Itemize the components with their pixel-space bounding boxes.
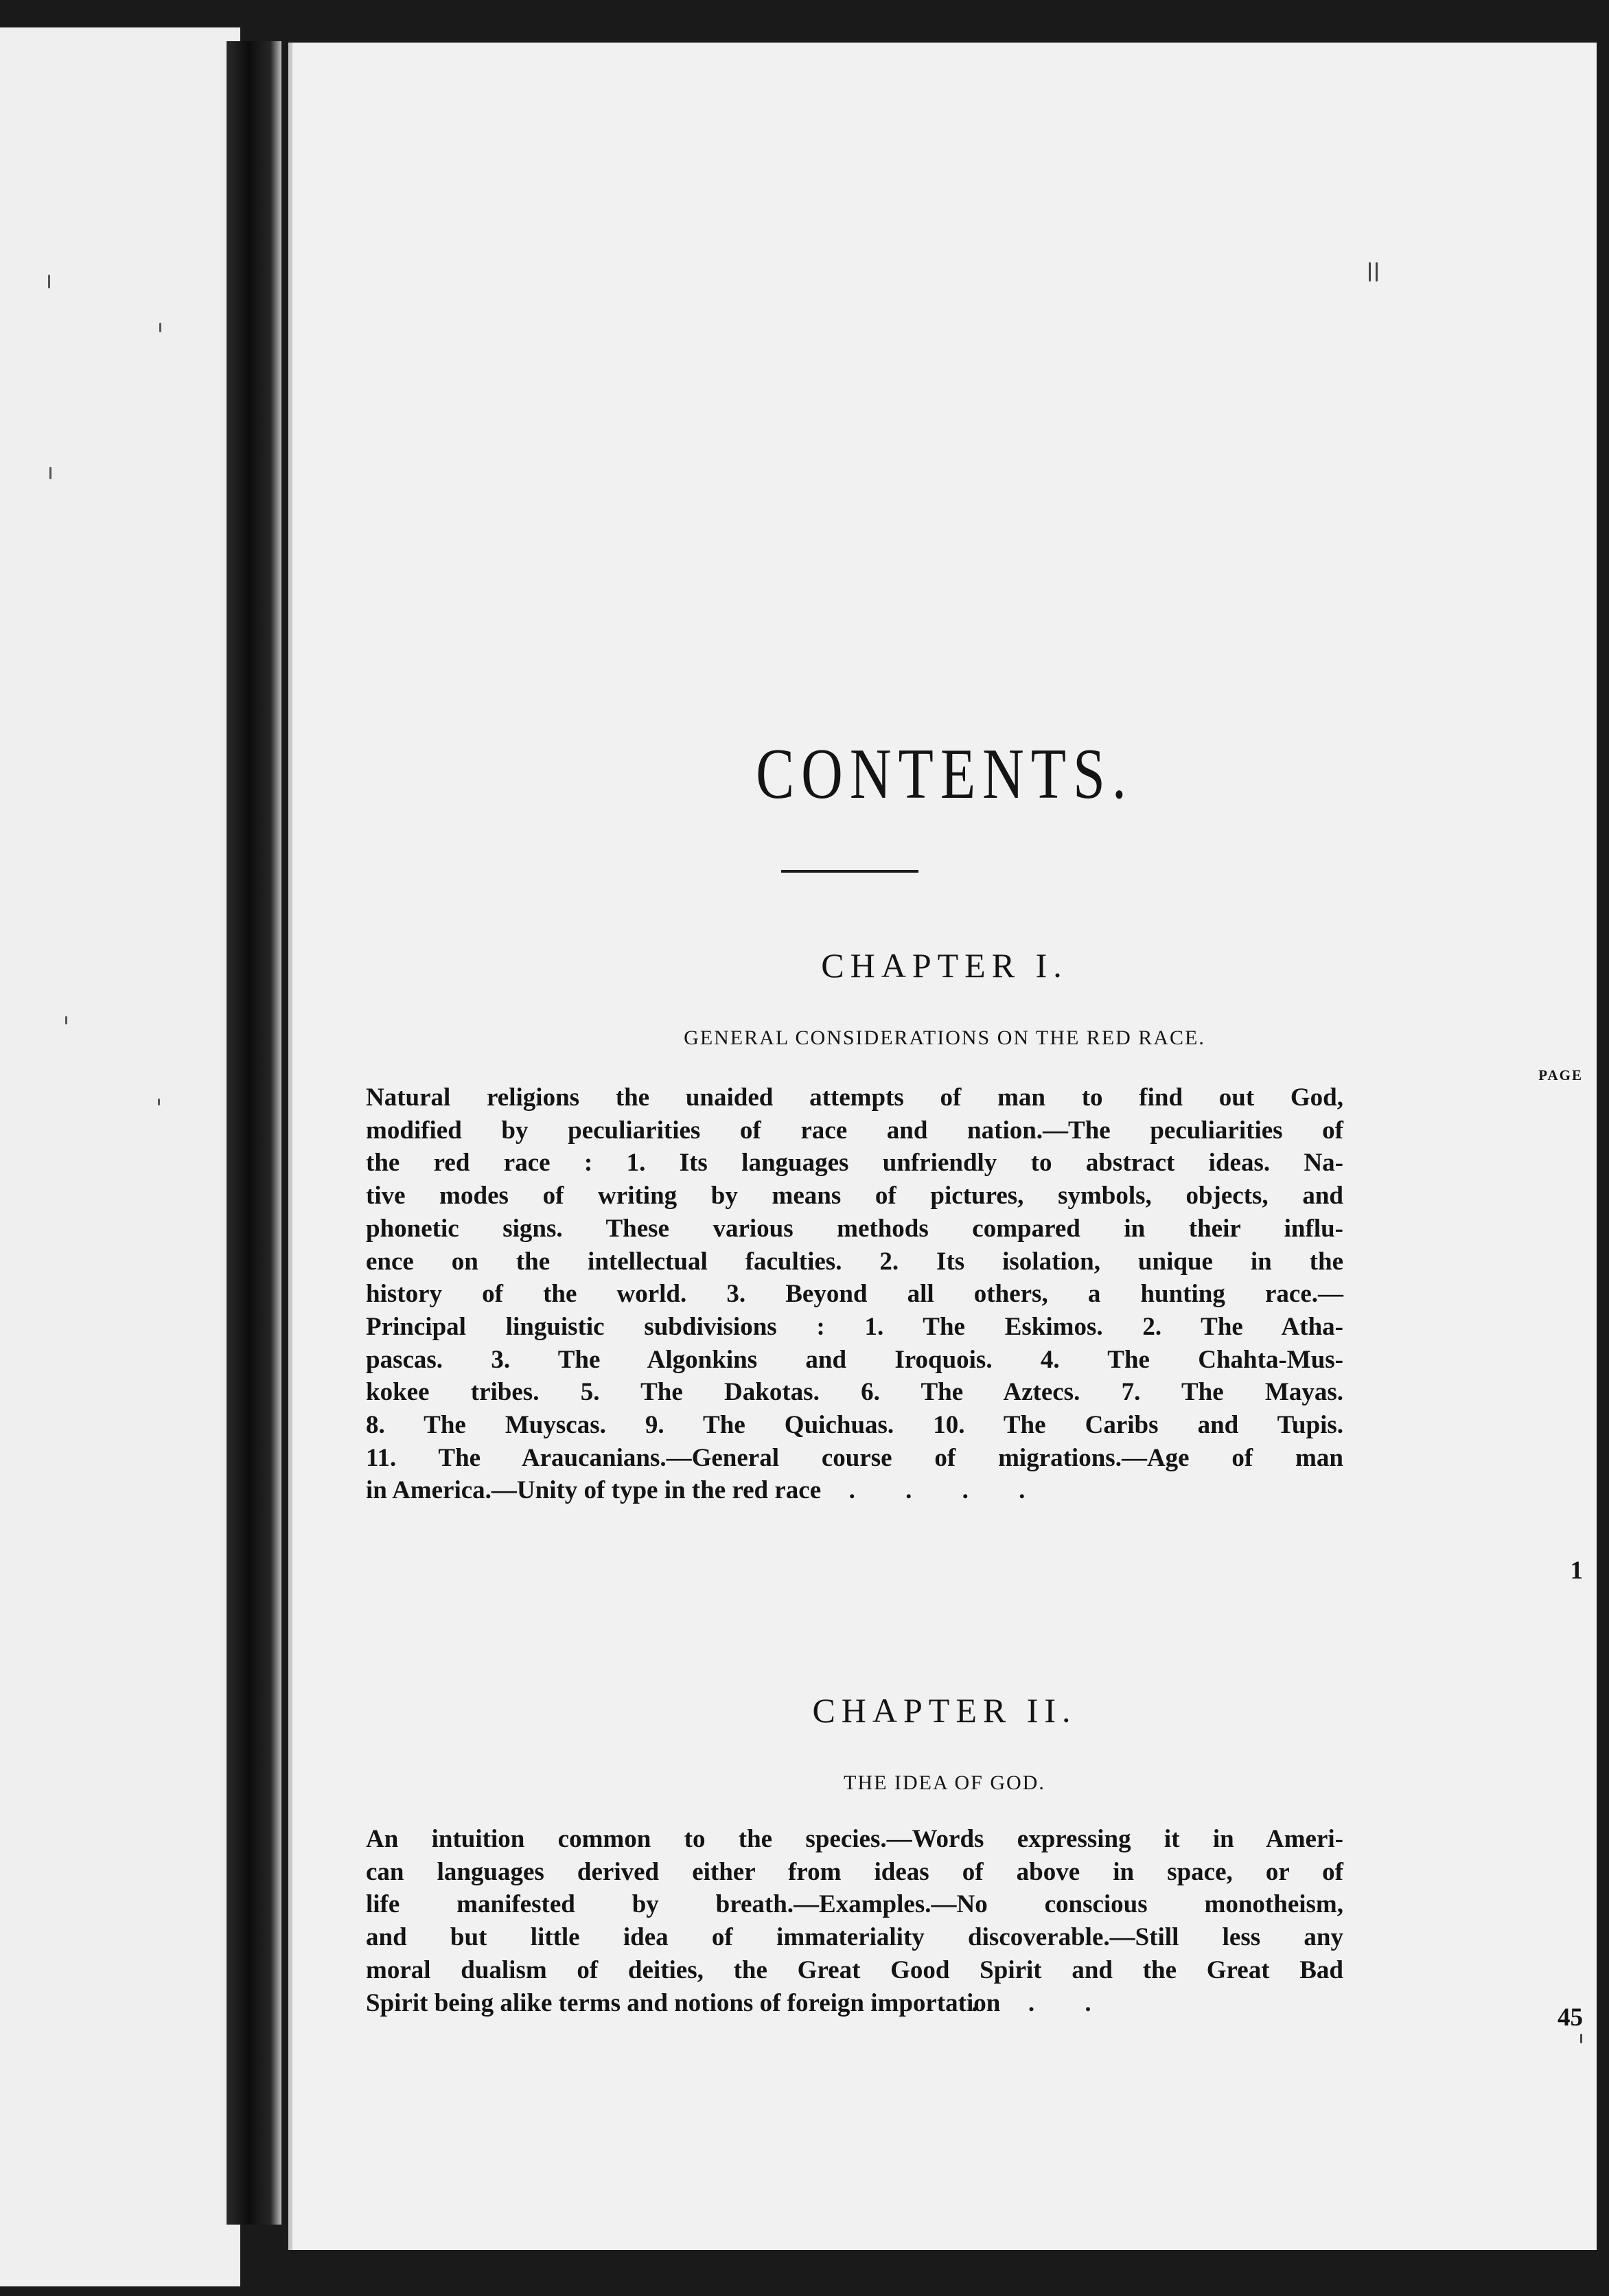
summary-last-line bbox=[366, 1987, 1343, 2020]
summary-line: Spirit being alike terms and notions of foreign importation bbox=[366, 1988, 1001, 2017]
summary-line: ence on the intellectual faculties. 2. Its isolation, unique in the bbox=[366, 1247, 1343, 1276]
chapter-1-summary bbox=[366, 1081, 1343, 1507]
summary-line: modified by peculiarities of race and nation.—The peculiarities of bbox=[366, 1116, 1343, 1145]
chapter-2-summary bbox=[366, 1823, 1343, 2019]
summary-line: phonetic signs. These various methods compared in their influ- bbox=[366, 1214, 1343, 1243]
title-rule bbox=[781, 870, 918, 873]
summary-line: Principal linguistic subdivisions : 1. The Eskimos. 2. The Atha- bbox=[366, 1312, 1343, 1341]
summary-line: and but little idea of immateriality discoverable.—Still less any bbox=[366, 1923, 1343, 1952]
page-speck bbox=[49, 467, 51, 479]
page-column-label: PAGE bbox=[1538, 1067, 1583, 1083]
chapter-1-page-number: 1 bbox=[1570, 1557, 1583, 1585]
chapter-2-subtitle: THE IDEA OF GOD. bbox=[844, 1771, 1045, 1794]
page-speck bbox=[48, 275, 50, 288]
summary-line: 11. The Araucanians.—General course of migrations.—Age of man bbox=[366, 1443, 1343, 1472]
summary-last-line bbox=[366, 1474, 1343, 1507]
page-speck bbox=[158, 1099, 160, 1105]
summary-line: moral dualism of deities, the Great Good Spirit and the Great Bad bbox=[366, 1955, 1343, 1984]
summary-line: Natural religions the unaided attempts of man to find out God, bbox=[366, 1083, 1343, 1112]
contents-page bbox=[288, 43, 1597, 2250]
book-gutter bbox=[227, 41, 281, 2225]
summary-line: tive modes of writing by means of pictures, symbols, objects, and bbox=[366, 1182, 1343, 1210]
page-speck bbox=[159, 323, 161, 332]
previous-page bbox=[0, 27, 240, 2286]
summary-line: pascas. 3. The Algonkins and Iroquois. 4. The Chahta-Mus- bbox=[366, 1345, 1343, 1374]
page-speck bbox=[1369, 262, 1371, 282]
summary-line: history of the world. 3. Beyond all others, a hunting race.— bbox=[366, 1280, 1343, 1309]
summary-line: the red race : 1. Its languages unfriendly to abstract ideas. Na- bbox=[366, 1149, 1343, 1178]
chapter-1-label: CHAPTER I. bbox=[821, 946, 1068, 985]
summary-line: An intuition common to the species.—Words expressing it in Ameri- bbox=[366, 1825, 1343, 1853]
chapter-2-page-number: 45 bbox=[1558, 2004, 1583, 2032]
summary-line: life manifested by breath.—Examples.—No conscious monotheism, bbox=[366, 1890, 1343, 1919]
summary-line: 8. The Muyscas. 9. The Quichuas. 10. The Caribs and Tupis. bbox=[366, 1411, 1343, 1440]
dot-leader: . . . bbox=[971, 1988, 1113, 2017]
page-title: CONTENTS. bbox=[756, 734, 1133, 814]
page-speck bbox=[1376, 262, 1378, 282]
summary-line: can languages derived either from ideas of above in space, or of bbox=[366, 1857, 1343, 1886]
summary-line: in America.—Unity of type in the red race bbox=[366, 1476, 822, 1505]
chapter-1-subtitle: GENERAL CONSIDERATIONS ON THE RED RACE. bbox=[684, 1026, 1205, 1049]
summary-line: kokee tribes. 5. The Dakotas. 6. The Aztecs. 7. The Mayas. bbox=[366, 1378, 1343, 1407]
chapter-2-label: CHAPTER II. bbox=[812, 1691, 1077, 1730]
page-speck bbox=[65, 1016, 67, 1024]
dot-leader: . . . . . bbox=[792, 1476, 1047, 1505]
page-speck bbox=[1580, 2034, 1582, 2043]
